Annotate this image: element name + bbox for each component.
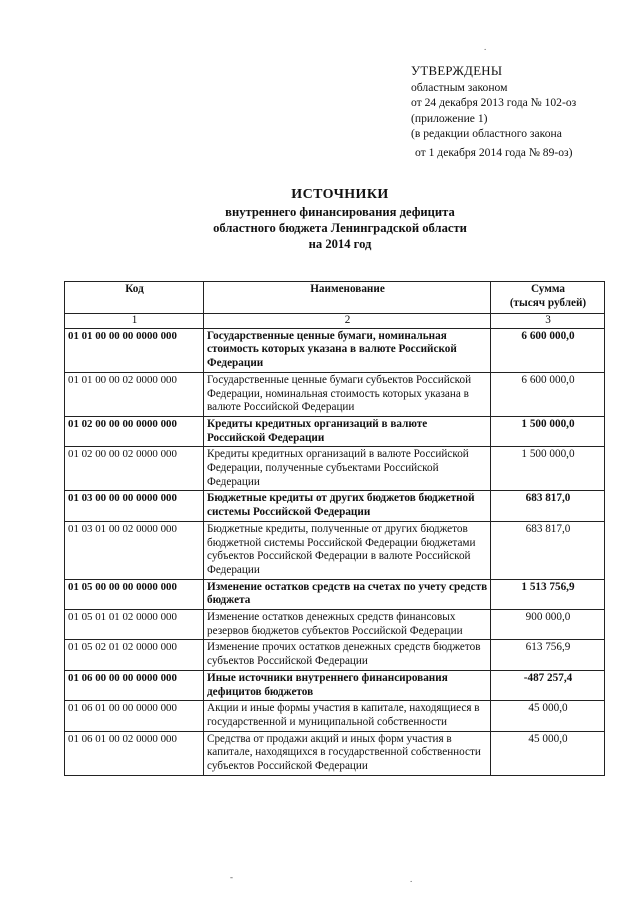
header-sum bbox=[491, 282, 605, 314]
row-code: 01 03 00 00 00 0000 000 bbox=[65, 491, 204, 521]
table-row bbox=[65, 447, 605, 491]
approval-line: (приложение 1) bbox=[411, 111, 488, 125]
row-name: Бюджетные кредиты, полученные от других бюджетов бюджетной системы Российской Федерации бюджетами субъектов Российской Федерации в валюте Российской Федерации bbox=[204, 521, 491, 579]
row-code: 01 03 01 00 02 0000 000 bbox=[65, 521, 204, 579]
approval-line: от 1 декабря 2014 года № 89-оз) bbox=[415, 145, 573, 159]
row-name: Иные источники внутреннего финансирования дефицитов бюджетов bbox=[204, 670, 491, 700]
row-code: 01 06 00 00 00 0000 000 bbox=[65, 670, 204, 700]
row-amount: 6 600 000,0 bbox=[491, 328, 605, 372]
column-number-row bbox=[65, 314, 605, 329]
row-name: Государственные ценные бумаги субъектов Российской Федерации, номинальная стоимость которых указана в валюте Российской Федерации bbox=[204, 372, 491, 416]
row-code: 01 06 01 00 02 0000 000 bbox=[65, 731, 204, 775]
row-amount: 1 500 000,0 bbox=[491, 447, 605, 491]
row-amount: 683 817,0 bbox=[491, 521, 605, 579]
header-code: Код bbox=[65, 282, 204, 314]
title-line: внутреннего финансирования дефицита bbox=[225, 205, 455, 219]
approval-line: от 24 декабря 2013 года № 102-оз bbox=[411, 96, 577, 109]
row-code: 01 06 01 00 00 0000 000 bbox=[65, 701, 204, 731]
table-header-row bbox=[65, 282, 605, 314]
title-line: областного бюджета Ленинградской области bbox=[213, 221, 467, 235]
header-name: Наименование bbox=[204, 282, 491, 314]
header-sum-line1: Сумма bbox=[530, 283, 565, 295]
row-name: Изменение остатков средств на счетах по учету средств бюджета bbox=[204, 579, 491, 609]
header-sum-line2: (тысяч рублей) bbox=[509, 296, 587, 309]
table-row bbox=[65, 610, 605, 640]
row-code: 01 05 01 01 02 0000 000 bbox=[65, 610, 204, 640]
approval-stamp bbox=[411, 64, 576, 160]
row-amount: 6 600 000,0 bbox=[491, 372, 605, 416]
row-amount: -487 257,4 bbox=[491, 670, 605, 700]
row-code: 01 02 00 00 00 0000 000 bbox=[65, 416, 204, 446]
row-name: Кредиты кредитных организаций в валюте Российской Федерации bbox=[204, 416, 491, 446]
document-title bbox=[150, 186, 530, 252]
row-amount: 900 000,0 bbox=[491, 610, 605, 640]
row-name: Изменение остатков денежных средств финансовых резервов бюджетов субъектов Российской Федерации bbox=[204, 610, 491, 640]
row-amount: 613 756,9 bbox=[491, 640, 605, 670]
sources-table bbox=[64, 281, 605, 776]
row-code: 01 01 00 00 00 0000 000 bbox=[65, 328, 204, 372]
row-amount: 1 513 756,9 bbox=[491, 579, 605, 609]
approval-heading: УТВЕРЖДЕНЫ bbox=[411, 64, 503, 78]
column-number: 1 bbox=[65, 314, 204, 329]
row-name: Кредиты кредитных организаций в валюте Российской Федерации, полученные субъектами Российской Федерации bbox=[204, 447, 491, 491]
row-amount: 45 000,0 bbox=[491, 701, 605, 731]
table-row bbox=[65, 731, 605, 775]
column-number: 2 bbox=[204, 314, 491, 329]
row-amount: 1 500 000,0 bbox=[491, 416, 605, 446]
table-row bbox=[65, 701, 605, 731]
row-code: 01 05 02 01 02 0000 000 bbox=[65, 640, 204, 670]
table-row bbox=[65, 640, 605, 670]
approval-line: (в редакции областного закона bbox=[411, 127, 562, 140]
title-line: на 2014 год bbox=[308, 237, 372, 251]
table-row bbox=[65, 416, 605, 446]
table-row bbox=[65, 579, 605, 609]
row-amount: 45 000,0 bbox=[491, 731, 605, 775]
row-name: Государственные ценные бумаги, номинальная стоимость которых указана в валюте Российской Федерации bbox=[204, 328, 491, 372]
column-number: 3 bbox=[491, 314, 605, 329]
scan-speck: . bbox=[484, 42, 487, 52]
title-main: ИСТОЧНИКИ bbox=[291, 187, 389, 202]
table-row bbox=[65, 372, 605, 416]
row-name: Изменение прочих остатков денежных средств бюджетов субъектов Российской Федерации bbox=[204, 640, 491, 670]
row-name: Бюджетные кредиты от других бюджетов бюджетной системы Российской Федерации bbox=[204, 491, 491, 521]
row-name: Акции и иные формы участия в капитале, находящиеся в государственной и муниципальной собственности bbox=[204, 701, 491, 731]
row-amount: 683 817,0 bbox=[491, 491, 605, 521]
row-code: 01 01 00 00 02 0000 000 bbox=[65, 372, 204, 416]
row-code: 01 02 00 00 02 0000 000 bbox=[65, 447, 204, 491]
approval-line: областным законом bbox=[411, 80, 508, 94]
table-row bbox=[65, 328, 605, 372]
table-row bbox=[65, 670, 605, 700]
table-row bbox=[65, 491, 605, 521]
scan-speck: - bbox=[230, 872, 233, 882]
scan-speck: . bbox=[410, 874, 413, 884]
row-code: 01 05 00 00 00 0000 000 bbox=[65, 579, 204, 609]
table-row bbox=[65, 521, 605, 579]
row-name: Средства от продажи акций и иных форм участия в капитале, находящихся в государственной собственности субъектов Российской Федерации bbox=[204, 731, 491, 775]
